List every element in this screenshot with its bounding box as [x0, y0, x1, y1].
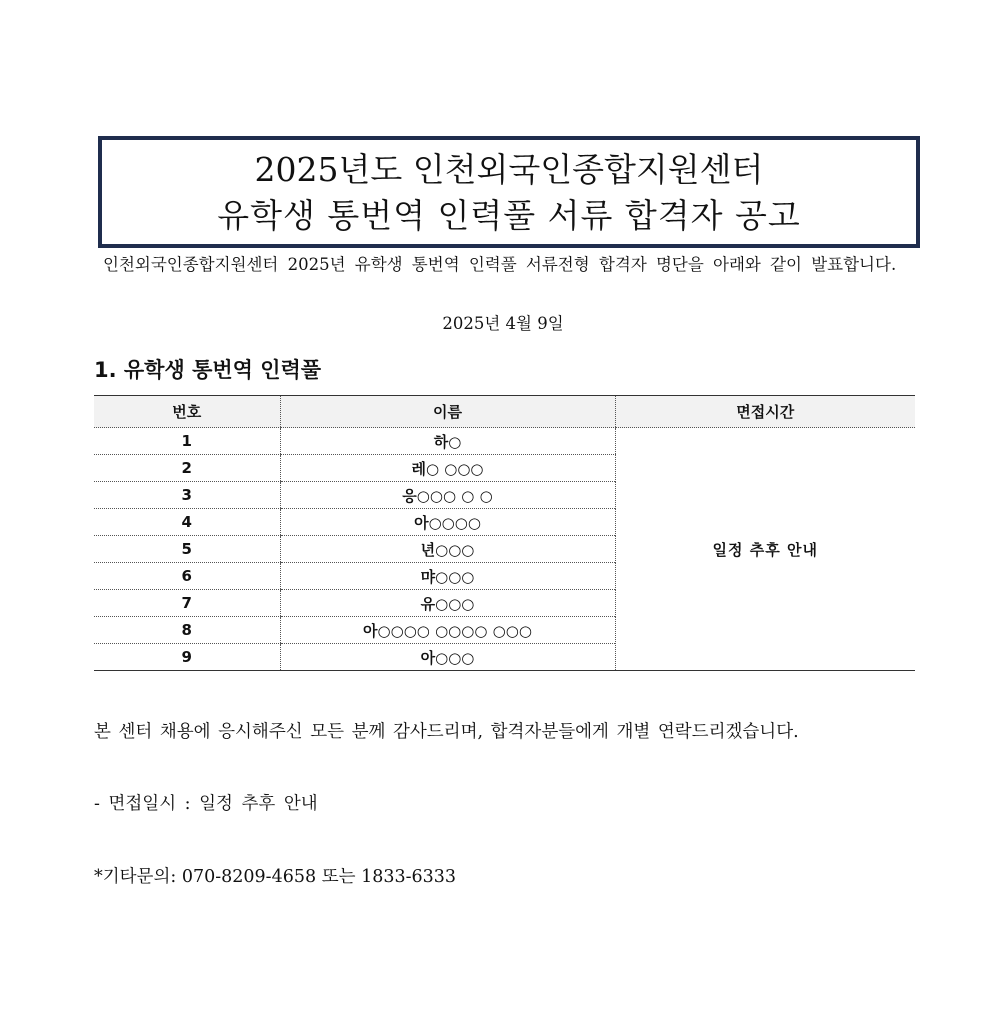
row-name: 하○: [280, 428, 615, 455]
row-number: 8: [94, 617, 280, 644]
table-header-row: [94, 396, 915, 428]
interview-info: - 면접일시 : 일정 추후 안내: [94, 794, 318, 814]
row-number: 2: [94, 455, 280, 482]
header-interview-time: 면접시간: [615, 396, 915, 428]
row-number: 6: [94, 563, 280, 590]
row-number: 3: [94, 482, 280, 509]
row-name: 먀○○○: [280, 563, 615, 590]
announcement-date: 2025년 4월 9일: [442, 314, 564, 333]
row-name: 아○○○○: [280, 509, 615, 536]
title-line-1: 2025년도 인천외국인종합지원센터: [254, 150, 764, 189]
table-row: [94, 428, 915, 455]
row-name: 응○○○ ○ ○: [280, 482, 615, 509]
row-name: 유○○○: [280, 590, 615, 617]
row-name: 아○○○○ ○○○○ ○○○: [280, 617, 615, 644]
title-line-2: 유학생 통번역 인력풀 서류 합격자 공고: [217, 196, 801, 235]
row-number: 9: [94, 644, 280, 671]
section-heading: 1. 유학생 통번역 인력풀: [94, 358, 322, 382]
contact-info: *기타문의: 070-8209-4658 또는 1833-6333: [94, 867, 457, 887]
header-number: 번호: [94, 396, 280, 428]
title-box: [98, 136, 920, 248]
row-name: 년○○○: [280, 536, 615, 563]
row-number: 1: [94, 428, 280, 455]
row-number: 7: [94, 590, 280, 617]
row-name: 레○ ○○○: [280, 455, 615, 482]
row-number: 5: [94, 536, 280, 563]
closing-paragraph: 본 센터 채용에 응시해주신 모든 분께 감사드리며, 합격자분들에게 개별 연락드리겠습니다.: [94, 722, 799, 742]
interview-schedule: 일정 추후 안내: [615, 428, 915, 671]
intro-paragraph: 인천외국인종합지원센터 2025년 유학생 통번역 인력풀 서류전형 합격자 명단을 아래와 같이 발표합니다.: [103, 255, 897, 274]
row-name: 아○○○: [280, 644, 615, 671]
results-table: [94, 395, 915, 671]
header-name: 이름: [280, 396, 615, 428]
row-number: 4: [94, 509, 280, 536]
